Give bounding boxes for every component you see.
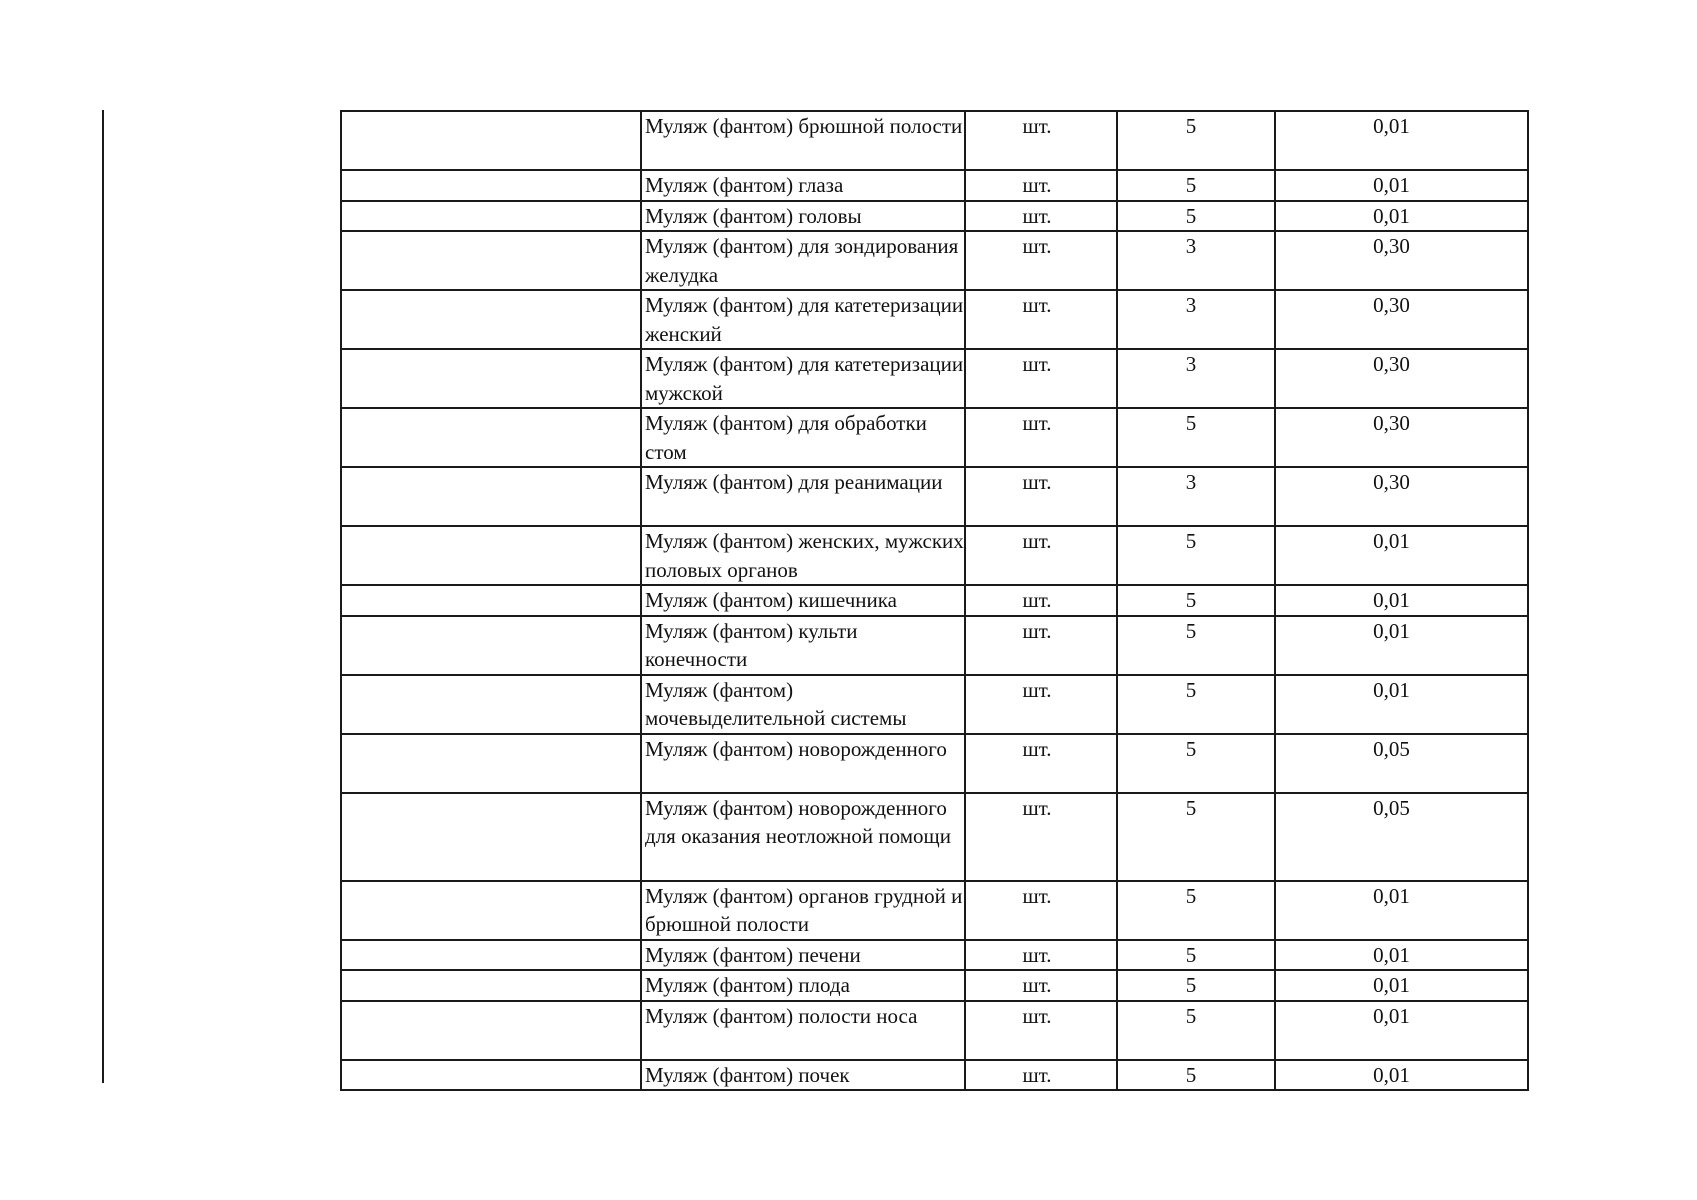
- empty-cell: [341, 940, 641, 971]
- unit-cell: шт.: [965, 349, 1117, 408]
- item-name-cell: Муляж (фантом) брюшной полости: [641, 111, 965, 170]
- empty-cell: [341, 408, 641, 467]
- quantity-cell: 3: [1117, 349, 1275, 408]
- table-row: [341, 170, 1528, 201]
- item-name-cell: Муляж (фантом) органов грудной и брюшной полости: [641, 881, 965, 940]
- item-name-cell: Муляж (фантом) мочевыделительной системы: [641, 675, 965, 734]
- table-row: [341, 408, 1528, 467]
- empty-cell: [341, 526, 641, 585]
- empty-cell: [341, 349, 641, 408]
- item-name-cell: Муляж (фантом) печени: [641, 940, 965, 971]
- empty-cell: [341, 467, 641, 526]
- unit-cell: шт.: [965, 467, 1117, 526]
- empty-cell: [341, 675, 641, 734]
- table-row: [341, 231, 1528, 290]
- value-cell: 0,01: [1275, 675, 1528, 734]
- unit-cell: шт.: [965, 616, 1117, 675]
- item-name-cell: Муляж (фантом) для катетеризации мужской: [641, 349, 965, 408]
- value-cell: 0,30: [1275, 349, 1528, 408]
- empty-cell: [341, 1060, 641, 1091]
- quantity-cell: 5: [1117, 616, 1275, 675]
- quantity-cell: 5: [1117, 585, 1275, 616]
- quantity-cell: 5: [1117, 940, 1275, 971]
- quantity-cell: 5: [1117, 881, 1275, 940]
- margin-line: [102, 110, 104, 1083]
- empty-cell: [341, 111, 641, 170]
- value-cell: 0,01: [1275, 1001, 1528, 1060]
- item-name-cell: Муляж (фантом) кишечника: [641, 585, 965, 616]
- unit-cell: шт.: [965, 526, 1117, 585]
- value-cell: 0,05: [1275, 734, 1528, 793]
- item-name-cell: Муляж (фантом) глаза: [641, 170, 965, 201]
- unit-cell: шт.: [965, 881, 1117, 940]
- empty-cell: [341, 201, 641, 232]
- table-row: [341, 467, 1528, 526]
- table-row: [341, 349, 1528, 408]
- empty-cell: [341, 170, 641, 201]
- table-row: [341, 290, 1528, 349]
- item-name-cell: Муляж (фантом) полости носа: [641, 1001, 965, 1060]
- quantity-cell: 3: [1117, 467, 1275, 526]
- item-name-cell: Муляж (фантом) новорожденного: [641, 734, 965, 793]
- quantity-cell: 5: [1117, 1060, 1275, 1091]
- item-name-cell: Муляж (фантом) женских, мужских половых органов: [641, 526, 965, 585]
- value-cell: 0,01: [1275, 881, 1528, 940]
- item-name-cell: Муляж (фантом) новорожденного для оказания неотложной помощи: [641, 793, 965, 881]
- empty-cell: [341, 970, 641, 1001]
- unit-cell: шт.: [965, 231, 1117, 290]
- unit-cell: шт.: [965, 970, 1117, 1001]
- table-row: [341, 1060, 1528, 1091]
- unit-cell: шт.: [965, 793, 1117, 881]
- unit-cell: шт.: [965, 940, 1117, 971]
- value-cell: 0,30: [1275, 231, 1528, 290]
- value-cell: 0,01: [1275, 526, 1528, 585]
- value-cell: 0,01: [1275, 170, 1528, 201]
- empty-cell: [341, 734, 641, 793]
- quantity-cell: 5: [1117, 170, 1275, 201]
- item-name-cell: Муляж (фантом) плода: [641, 970, 965, 1001]
- unit-cell: шт.: [965, 408, 1117, 467]
- value-cell: 0,01: [1275, 585, 1528, 616]
- item-name-cell: Муляж (фантом) почек: [641, 1060, 965, 1091]
- unit-cell: шт.: [965, 675, 1117, 734]
- quantity-cell: 5: [1117, 793, 1275, 881]
- quantity-cell: 5: [1117, 526, 1275, 585]
- item-name-cell: Муляж (фантом) для катетеризации женский: [641, 290, 965, 349]
- unit-cell: шт.: [965, 111, 1117, 170]
- value-cell: 0,05: [1275, 793, 1528, 881]
- empty-cell: [341, 231, 641, 290]
- item-name-cell: Муляж (фантом) головы: [641, 201, 965, 232]
- value-cell: 0,30: [1275, 408, 1528, 467]
- item-name-cell: Муляж (фантом) культи конечности: [641, 616, 965, 675]
- unit-cell: шт.: [965, 1001, 1117, 1060]
- table-row: [341, 970, 1528, 1001]
- value-cell: 0,01: [1275, 201, 1528, 232]
- table-row: [341, 111, 1528, 170]
- table-row: [341, 734, 1528, 793]
- item-name-cell: Муляж (фантом) для зондирования желудка: [641, 231, 965, 290]
- table-row: [341, 675, 1528, 734]
- empty-cell: [341, 616, 641, 675]
- quantity-cell: 5: [1117, 675, 1275, 734]
- table-body: [341, 111, 1528, 1090]
- unit-cell: шт.: [965, 290, 1117, 349]
- empty-cell: [341, 585, 641, 616]
- item-name-cell: Муляж (фантом) для реанимации: [641, 467, 965, 526]
- quantity-cell: 5: [1117, 408, 1275, 467]
- quantity-cell: 5: [1117, 201, 1275, 232]
- table-row: [341, 526, 1528, 585]
- unit-cell: шт.: [965, 170, 1117, 201]
- quantity-cell: 3: [1117, 231, 1275, 290]
- table-row: [341, 201, 1528, 232]
- quantity-cell: 5: [1117, 970, 1275, 1001]
- empty-cell: [341, 881, 641, 940]
- quantity-cell: 5: [1117, 111, 1275, 170]
- quantity-cell: 5: [1117, 1001, 1275, 1060]
- item-name-cell: Муляж (фантом) для обработки стом: [641, 408, 965, 467]
- quantity-cell: 5: [1117, 734, 1275, 793]
- empty-cell: [341, 1001, 641, 1060]
- table-row: [341, 585, 1528, 616]
- equipment-table: [340, 110, 1529, 1091]
- table-row: [341, 1001, 1528, 1060]
- table-row: [341, 881, 1528, 940]
- table-row: [341, 940, 1528, 971]
- value-cell: 0,01: [1275, 616, 1528, 675]
- unit-cell: шт.: [965, 585, 1117, 616]
- value-cell: 0,30: [1275, 467, 1528, 526]
- value-cell: 0,01: [1275, 970, 1528, 1001]
- quantity-cell: 3: [1117, 290, 1275, 349]
- empty-cell: [341, 290, 641, 349]
- value-cell: 0,30: [1275, 290, 1528, 349]
- empty-cell: [341, 793, 641, 881]
- table-row: [341, 616, 1528, 675]
- value-cell: 0,01: [1275, 940, 1528, 971]
- value-cell: 0,01: [1275, 1060, 1528, 1091]
- table-row: [341, 793, 1528, 881]
- unit-cell: шт.: [965, 734, 1117, 793]
- unit-cell: шт.: [965, 201, 1117, 232]
- value-cell: 0,01: [1275, 111, 1528, 170]
- unit-cell: шт.: [965, 1060, 1117, 1091]
